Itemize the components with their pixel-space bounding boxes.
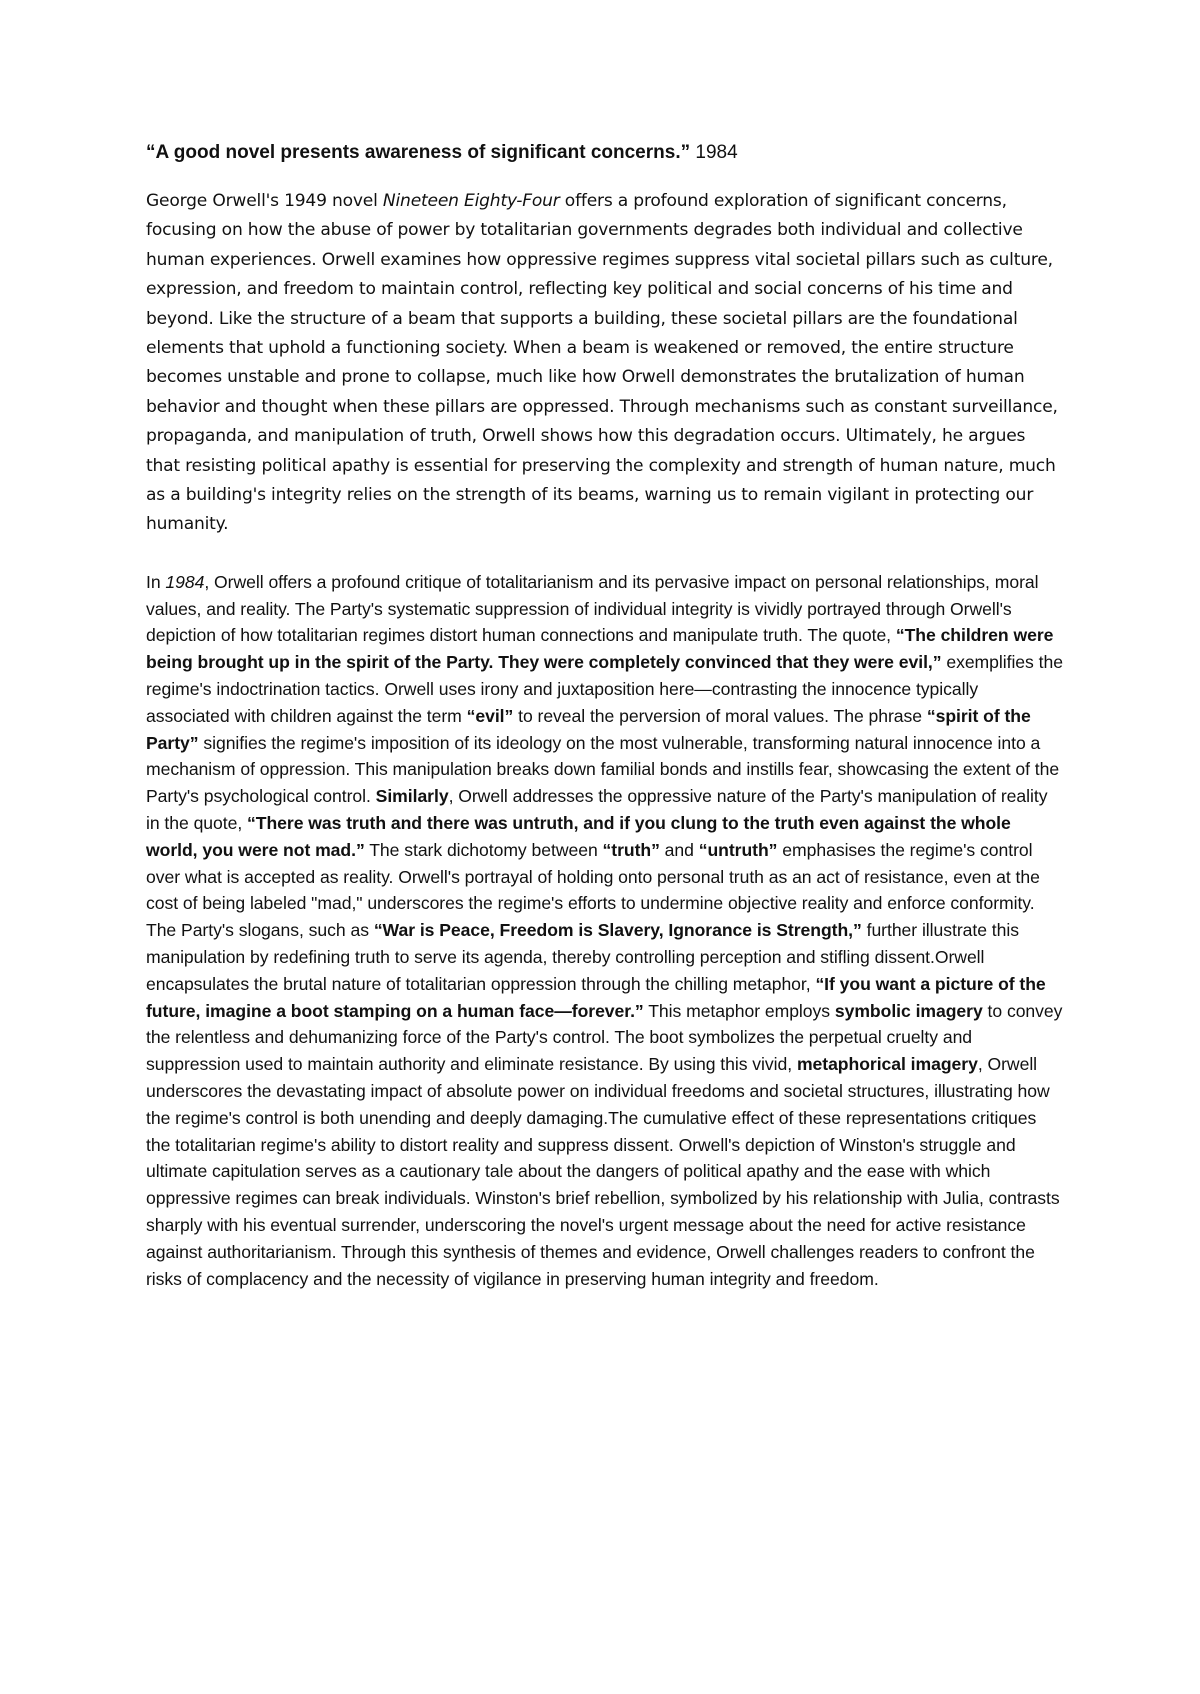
text-run: exemplifies the regime's indoctrination tactics. Orwell uses irony and juxtaposition here—contrasting the innocence typically associated with children against the term xyxy=(146,652,1063,726)
text-run: , Orwell offers a profound critique of totalitarianism and its pervasive impact on personal relationships, moral values, and reality. The Party's systematic suppression of individual integrity is vividly portrayed through Orwell's depiction of how totalitarian regimes distort human connections and manipulate truth. The quote, xyxy=(146,571,1039,646)
text-run: This metaphor employs xyxy=(643,1000,835,1021)
bold-text: “spirit of the Party” xyxy=(146,705,1031,753)
document-title xyxy=(146,138,1064,167)
bold-text: “truth” xyxy=(602,839,660,860)
text-run: further illustrate this manipulation by redefining truth to serve its agenda, thereby controlling perception and stifling dissent.Orwell encapsulates the brutal nature of totalitarian oppression through the chilling metaphor, xyxy=(146,920,1019,994)
text-run: to convey the relentless and dehumanizing force of the Party's control. The boot symbolizes the perpetual cruelty and suppression used to maintain authority and eliminate resistance. By using this vivid, xyxy=(146,1000,1063,1075)
italic-text: Nineteen Eighty-Four xyxy=(382,191,560,211)
title-suffix: 1984 xyxy=(690,142,738,163)
text-run: and xyxy=(659,839,699,860)
text-run: offers a profound exploration of significant concerns, focusing on how the abuse of power by totalitarian governments degrades both individual and collective human experiences. Orwell examines how oppressive regimes suppress vital societal pillars such as culture, expression, and freedom to maintain control, reflecting key political and social concerns of his time and beyond. Like the structure of a beam that supports a building, these societal pillars are the foundational elements that uphold a functioning society. When a beam is weakened or removed, the entire structure becomes unstable and prone to collapse, much like how Orwell demonstrates the brutalization of human behavior and thought when these pillars are oppressed. Through mechanisms such as constant surveillance, propaganda, and manipulation of truth, Orwell shows how this degradation occurs. Ultimately, he argues that resisting political apathy is essential for preserving the complexity and strength of human nature, much as a building's integrity relies on the strength of its beams, warning us to remain vigilant in protecting our humanity. xyxy=(146,191,1058,535)
document-page xyxy=(146,138,1064,1292)
bold-text: “evil” xyxy=(466,705,514,726)
text-run: George Orwell's 1949 novel xyxy=(146,191,383,211)
analysis-paragraph xyxy=(146,569,1064,1293)
text-run: , Orwell addresses the oppressive nature of the Party's manipulation of reality in the quote, xyxy=(146,786,1048,834)
bold-text: Similarly xyxy=(375,786,449,807)
text-run: The stark dichotomy between xyxy=(364,839,603,860)
bold-text: “If you want a picture of the future, imagine a boot stamping on a human face—forever.” xyxy=(146,973,1046,1021)
bold-text: “untruth” xyxy=(698,839,778,860)
bold-text: symbolic imagery xyxy=(834,1000,983,1021)
text-run: emphasises the regime's control over what is accepted as reality. Orwell's portrayal of holding onto personal truth as an act of resistance, even at the cost of being labeled "mad," underscores the regime's efforts to undermine objective reality and enforce conformity. The Party's slogans, such as xyxy=(146,839,1040,941)
text-run: signifies the regime's imposition of its ideology on the most vulnerable, transforming natural innocence into a mechanism of oppression. This manipulation breaks down familial bonds and instills fear, showcasing the extent of the Party's psychological control. xyxy=(146,732,1060,807)
intro-paragraph xyxy=(146,187,1064,540)
bold-text: “The children were being brought up in the spirit of the Party. They were completely convinced that they were evil,” xyxy=(146,625,1054,673)
text-run: to reveal the perversion of moral values. The phrase xyxy=(513,705,927,726)
title-quote: “A good novel presents awareness of significant concerns.” xyxy=(146,142,691,163)
bold-text: “War is Peace, Freedom is Slavery, Ignorance is Strength,” xyxy=(373,920,862,941)
bold-text: “There was truth and there was untruth, and if you clung to the truth even against the whole world, you were not mad.” xyxy=(146,813,1011,860)
italic-text: 1984 xyxy=(165,571,205,592)
text-run: In xyxy=(146,571,166,592)
text-run: , Orwell underscores the devastating impact of absolute power on individual freedoms and societal structures, illustrating how the regime's control is both unending and deeply damaging.The cumulative effect of these representations critiques the totalitarian regime's ability to distort reality and suppress dissent. Orwell's depiction of Winston's struggle and ultimate capitulation serves as a cautionary tale about the dangers of political apathy and the ease with which oppressive regimes can break individuals. Winston's brief rebellion, symbolized by his relationship with Julia, contrasts sharply with his eventual surrender, underscoring the novel's urgent message about the need for active resistance against authoritarianism. Through this synthesis of themes and evidence, Orwell challenges readers to confront the risks of complacency and the necessity of vigilance in preserving human integrity and freedom. xyxy=(146,1054,1060,1289)
bold-text: metaphorical imagery xyxy=(796,1054,978,1075)
